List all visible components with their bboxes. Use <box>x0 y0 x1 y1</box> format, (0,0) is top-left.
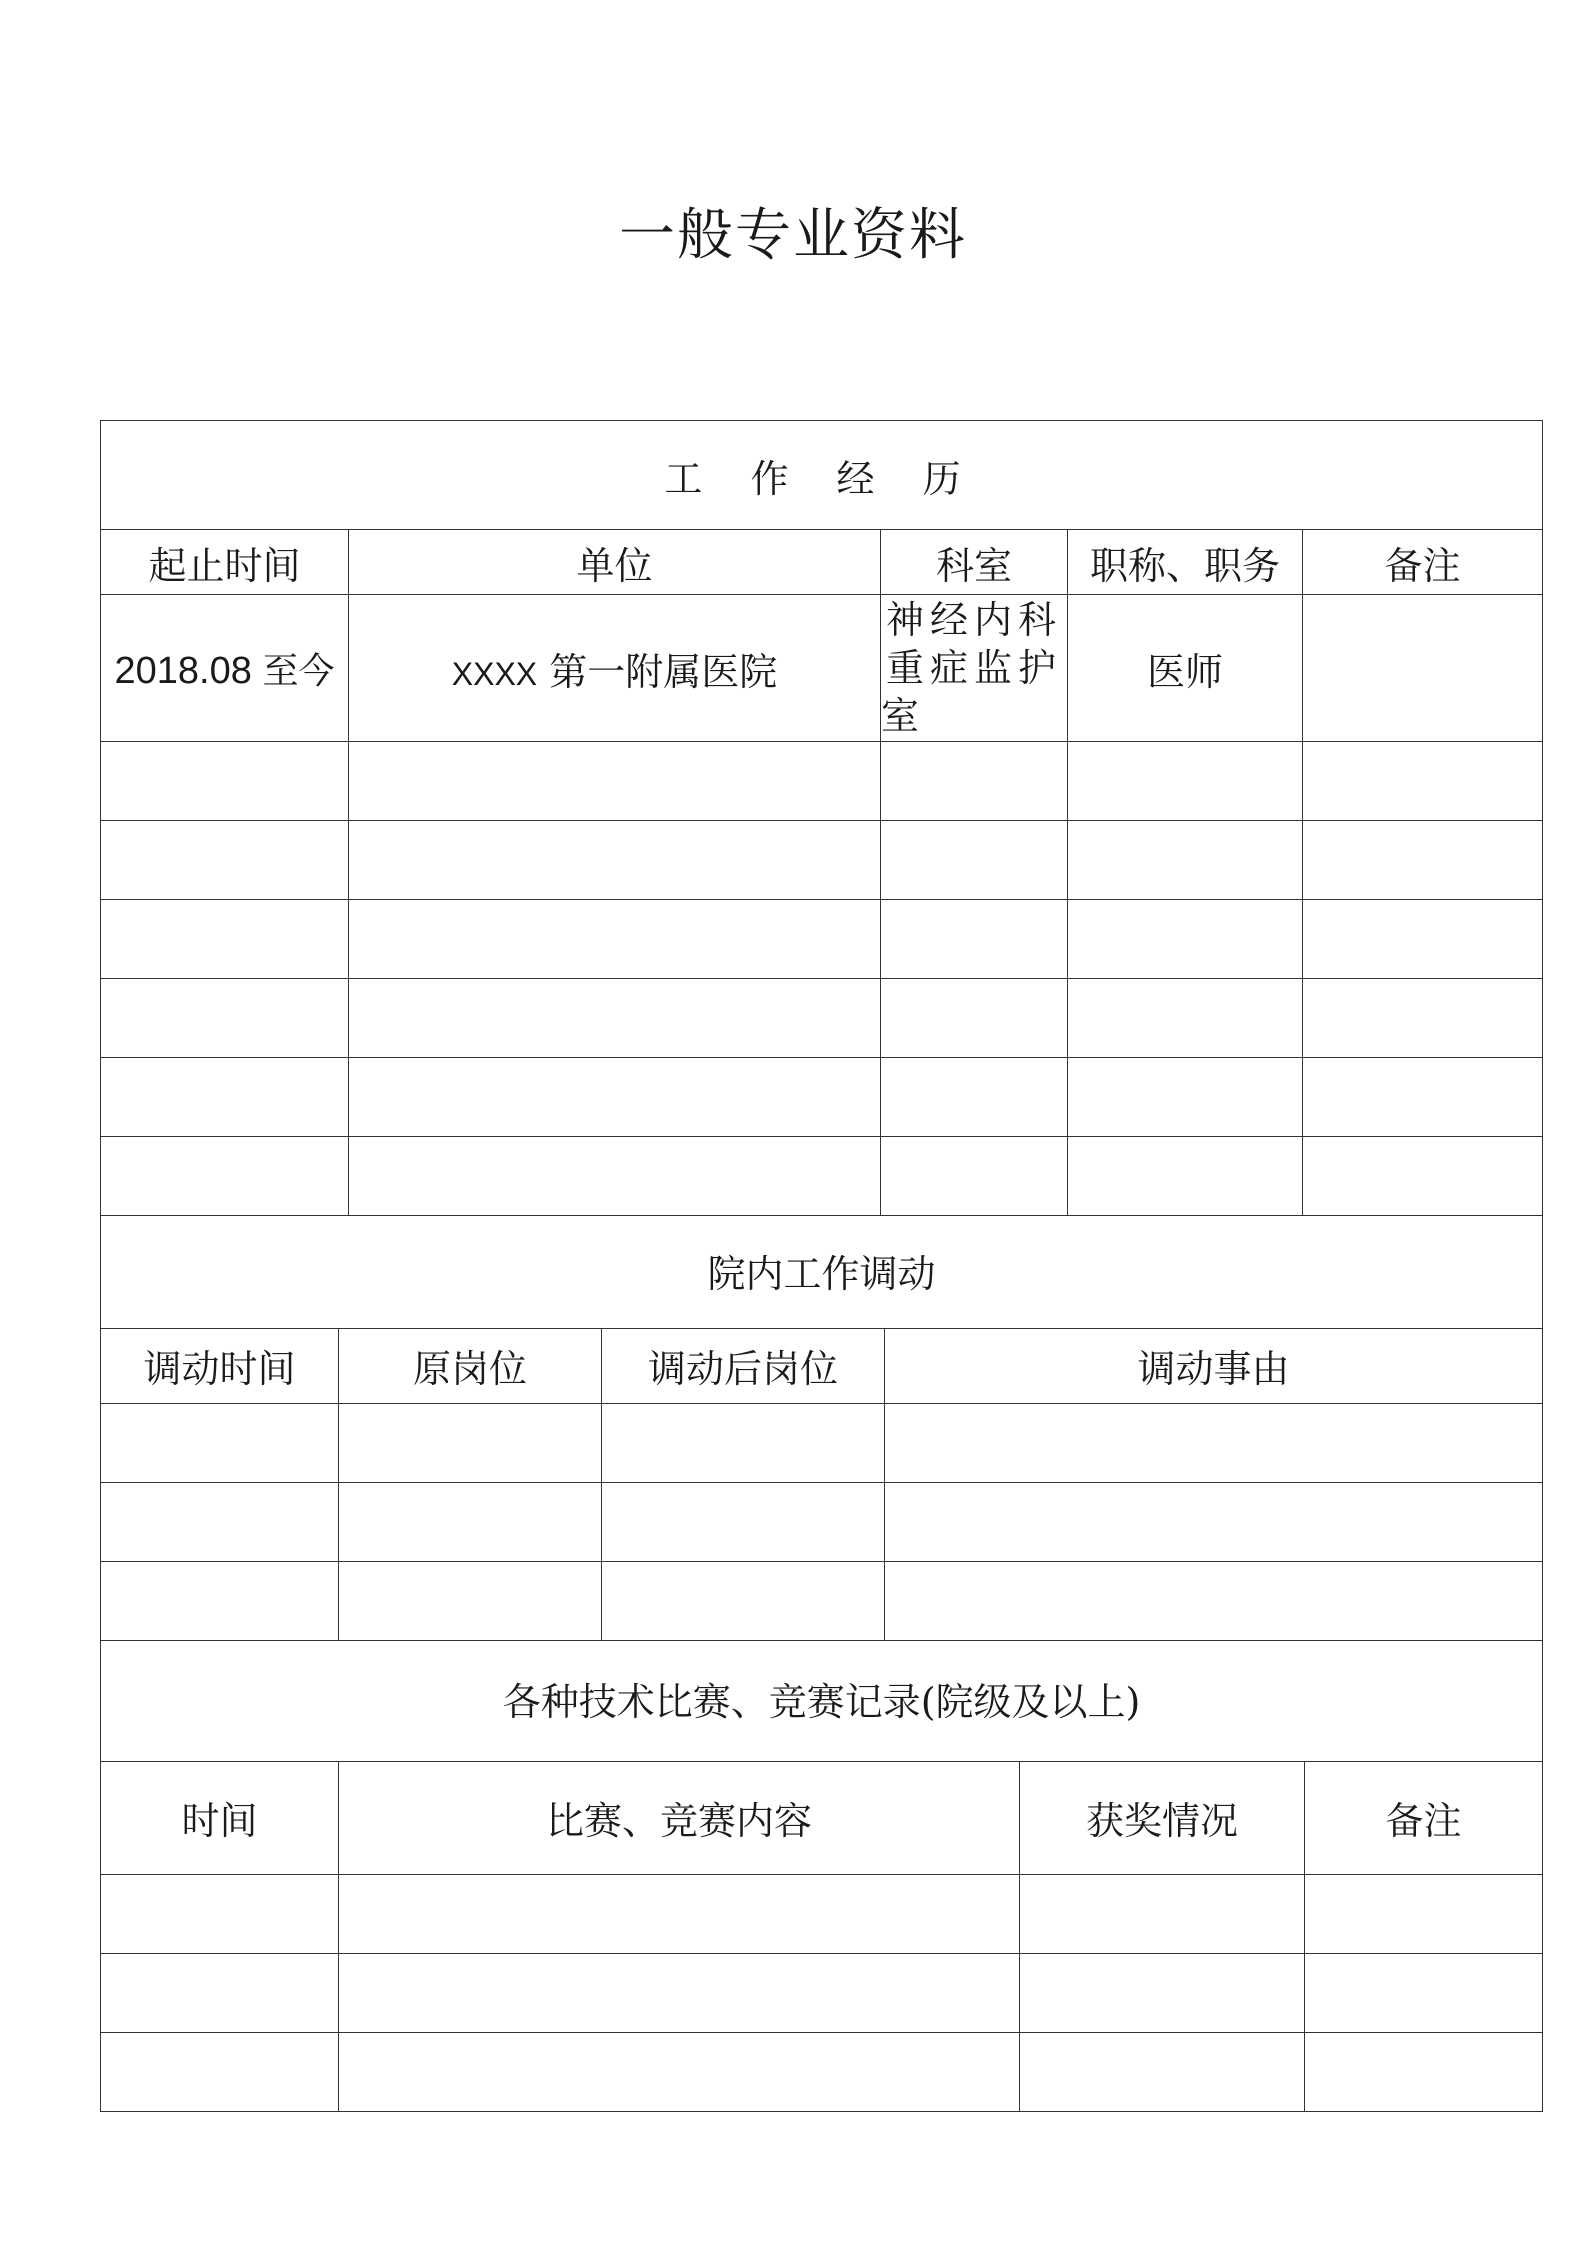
empty-cell <box>602 1561 885 1640</box>
empty-cell <box>881 821 1068 900</box>
empty-cell <box>1303 742 1543 821</box>
empty-cell <box>1305 1874 1543 1953</box>
col-header-title-position: 职称、职务 <box>1068 530 1303 595</box>
empty-cell <box>885 1561 1543 1640</box>
empty-cell <box>881 1058 1068 1137</box>
empty-cell <box>1068 1137 1303 1216</box>
empty-cell <box>101 1874 339 1953</box>
table-row <box>101 742 1543 821</box>
col-header-original-post: 原岗位 <box>339 1328 602 1403</box>
empty-cell <box>1305 2032 1543 2111</box>
empty-cell <box>101 2032 339 2111</box>
empty-cell <box>1305 1953 1543 2032</box>
col-header-new-post: 调动后岗位 <box>602 1328 885 1403</box>
empty-cell <box>602 1403 885 1482</box>
empty-cell <box>1068 1058 1303 1137</box>
department-cell: 神经内科重症监护室 <box>881 595 1068 742</box>
col-header-note: 备注 <box>1305 1761 1543 1874</box>
empty-cell <box>101 900 349 979</box>
empty-cell <box>101 1561 339 1640</box>
transfers-table <box>100 1213 1543 1641</box>
empty-cell <box>349 1137 881 1216</box>
empty-cell <box>1303 1058 1543 1137</box>
empty-cell <box>1303 1137 1543 1216</box>
empty-cell <box>881 1137 1068 1216</box>
empty-cell <box>101 1953 339 2032</box>
empty-cell <box>881 979 1068 1058</box>
period-date: 2018.08 <box>114 649 252 692</box>
empty-cell <box>1068 979 1303 1058</box>
competitions-table <box>100 1637 1543 2112</box>
empty-cell <box>349 900 881 979</box>
empty-cell <box>339 1874 1020 1953</box>
table-row <box>101 1137 1543 1216</box>
table-row <box>101 1953 1543 2032</box>
title-cell: 医师 <box>1068 595 1303 742</box>
empty-cell <box>1303 821 1543 900</box>
empty-cell <box>101 1058 349 1137</box>
col-header-period: 起止时间 <box>101 530 349 595</box>
table-row <box>101 900 1543 979</box>
work-history-heading: 工 作 经 历 <box>101 421 1543 530</box>
table-row <box>101 1482 1543 1561</box>
unit-name: 第一附属医院 <box>549 649 778 694</box>
col-header-transfer-reason: 调动事由 <box>885 1328 1543 1403</box>
col-header-transfer-time: 调动时间 <box>101 1328 339 1403</box>
period-cell <box>101 595 349 742</box>
empty-cell <box>101 979 349 1058</box>
col-header-competition-content: 比赛、竞赛内容 <box>339 1761 1020 1874</box>
table-row <box>101 595 1543 742</box>
empty-cell <box>1303 900 1543 979</box>
empty-cell <box>339 1561 602 1640</box>
empty-cell <box>349 821 881 900</box>
competitions-heading: 各种技术比赛、竞赛记录(院级及以上) <box>101 1637 1543 1761</box>
table-row <box>101 1058 1543 1137</box>
empty-cell <box>101 1482 339 1561</box>
empty-cell <box>101 1403 339 1482</box>
empty-cell <box>101 821 349 900</box>
empty-cell <box>1068 900 1303 979</box>
empty-cell <box>339 1953 1020 2032</box>
empty-cell <box>881 900 1068 979</box>
table-row <box>101 2032 1543 2111</box>
empty-cell <box>602 1482 885 1561</box>
transfers-heading: 院内工作调动 <box>101 1213 1543 1328</box>
empty-cell <box>101 742 349 821</box>
col-header-unit: 单位 <box>349 530 881 595</box>
empty-cell <box>1068 821 1303 900</box>
col-header-award: 获奖情况 <box>1020 1761 1305 1874</box>
empty-cell <box>339 1482 602 1561</box>
empty-cell <box>349 1058 881 1137</box>
table-row <box>101 1561 1543 1640</box>
table-row <box>101 821 1543 900</box>
empty-cell <box>349 979 881 1058</box>
empty-cell <box>339 2032 1020 2111</box>
document-title: 一般专业资料 <box>619 203 967 268</box>
work-history-table <box>100 420 1543 1216</box>
empty-cell <box>1303 979 1543 1058</box>
note-cell <box>1303 595 1543 742</box>
unit-prefix: XXXX <box>451 655 538 692</box>
col-header-note: 备注 <box>1303 530 1543 595</box>
empty-cell <box>881 742 1068 821</box>
period-suffix: 至今 <box>262 650 335 692</box>
table-row <box>101 979 1543 1058</box>
empty-cell <box>885 1482 1543 1561</box>
col-header-time: 时间 <box>101 1761 339 1874</box>
empty-cell <box>1068 742 1303 821</box>
unit-cell <box>349 595 881 742</box>
empty-cell <box>1020 1953 1305 2032</box>
col-header-department: 科室 <box>881 530 1068 595</box>
empty-cell <box>101 1137 349 1216</box>
empty-cell <box>885 1403 1543 1482</box>
empty-cell <box>1020 2032 1305 2111</box>
empty-cell <box>339 1403 602 1482</box>
table-row <box>101 1874 1543 1953</box>
empty-cell <box>1020 1874 1305 1953</box>
empty-cell <box>349 742 881 821</box>
table-row <box>101 1403 1543 1482</box>
